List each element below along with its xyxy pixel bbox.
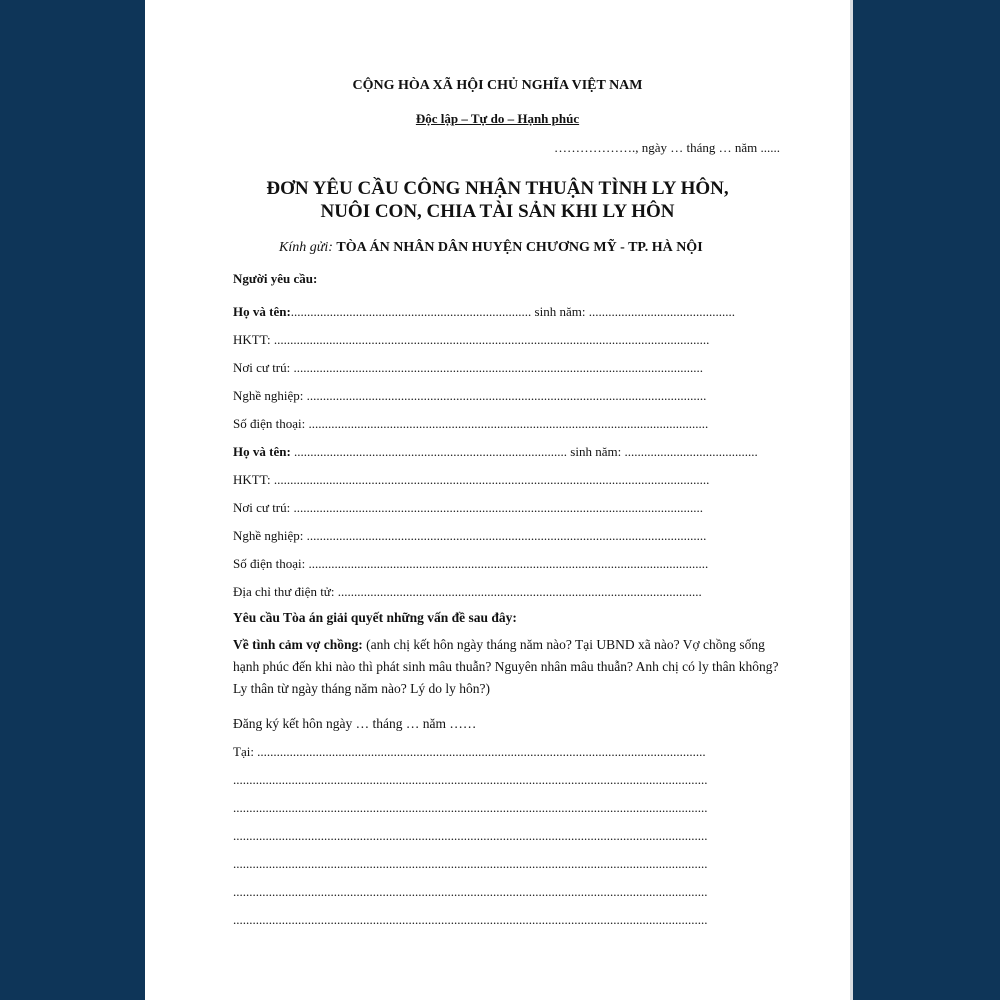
registration-place-field[interactable]: Tại: .......................................................................................................................................... — [233, 744, 706, 759]
nation-heading: CỘNG HÒA XÃ HỘI CHỦ NGHĨA VIỆT NAM — [352, 78, 643, 93]
marriage-label: Về tình cảm vợ chồng: — [233, 637, 363, 652]
person2-job-field[interactable]: Nghề nghiệp: ........................................................................................................................... — [233, 528, 707, 543]
marriage-paragraph — [233, 634, 785, 700]
blank-line-1[interactable]: .................................................................................................................................................. — [233, 772, 708, 787]
date-line: ………………., ngày … tháng … năm ...... — [553, 140, 780, 155]
person1-phone-field[interactable]: Số điện thoại: ........................................................................................................................... — [233, 416, 709, 431]
person2-name-field[interactable]: .................................................................................... — [290, 444, 568, 459]
recipient-name: TÒA ÁN NHÂN DÂN HUYỆN CHƯƠNG MỸ - TP. HÀ NỘI — [336, 240, 703, 255]
person1-job-field[interactable]: Nghề nghiệp: ........................................................................................................................... — [233, 388, 707, 403]
person1-residence-field[interactable]: Nơi cư trú: .............................................................................................................................. — [233, 360, 703, 375]
blank-line-2[interactable]: .................................................................................................................................................. — [233, 800, 708, 815]
blank-line-4[interactable]: .................................................................................................................................................. — [233, 856, 708, 871]
person1-hktt-field[interactable]: HKTT: ...................................................................................................................................... — [233, 332, 710, 347]
section-requester: Người yêu cầu: — [233, 271, 318, 286]
person2-name-label: Họ và tên: — [233, 444, 291, 459]
person2-birth-field[interactable]: ......................................... — [621, 444, 758, 459]
document-page — [145, 0, 853, 1000]
person1-name-field[interactable]: .......................................................................... — [290, 304, 532, 319]
blank-line-3[interactable]: .................................................................................................................................................. — [233, 828, 708, 843]
person2-birth-label: sinh năm: — [570, 444, 622, 459]
request-heading: Yêu cầu Tòa án giải quyết những vấn đề sau đây: — [233, 610, 517, 625]
person2-email-field[interactable]: Địa chỉ thư điện tử: ................................................................................................................ — [233, 584, 702, 599]
person1-birth-field[interactable]: ............................................. — [588, 304, 735, 319]
recipient-prefix: Kính gửi: — [279, 240, 333, 255]
blank-line-6[interactable]: .................................................................................................................................................. — [233, 912, 708, 927]
blank-line-5[interactable]: .................................................................................................................................................. — [233, 884, 708, 899]
marriage-text: (anh chị kết hôn ngày tháng năm nào? Tại UBND xã nào? Vợ chồng sống hạnh phúc đến khi nào thì phát sinh mâu thuẫn? Nguyên nhân mâu thuẫn? Anh chị có ly thân không? Ly thân từ ngày tháng năm nào? Lý do ly hôn?) — [233, 637, 779, 696]
recipient-line — [279, 239, 703, 257]
registration-line: Đăng ký kết hôn ngày … tháng … năm …… — [233, 716, 477, 731]
person2-phone-field[interactable]: Số điện thoại: ........................................................................................................................... — [233, 556, 709, 571]
person1-birth-label: sinh năm: — [534, 304, 586, 319]
document-title-line2: NUÔI CON, CHIA TÀI SẢN KHI LY HÔN — [320, 201, 675, 222]
document-title-line1: ĐƠN YÊU CẦU CÔNG NHẬN THUẬN TÌNH LY HÔN, — [266, 178, 729, 199]
person2-hktt-field[interactable]: HKTT: ...................................................................................................................................... — [233, 472, 710, 487]
person2-name-row — [233, 443, 783, 461]
person1-name-label: Họ và tên: — [233, 304, 291, 319]
motto: Độc lập – Tự do – Hạnh phúc — [415, 111, 580, 126]
person2-residence-field[interactable]: Nơi cư trú: .............................................................................................................................. — [233, 500, 703, 515]
person1-name-row — [233, 303, 783, 321]
